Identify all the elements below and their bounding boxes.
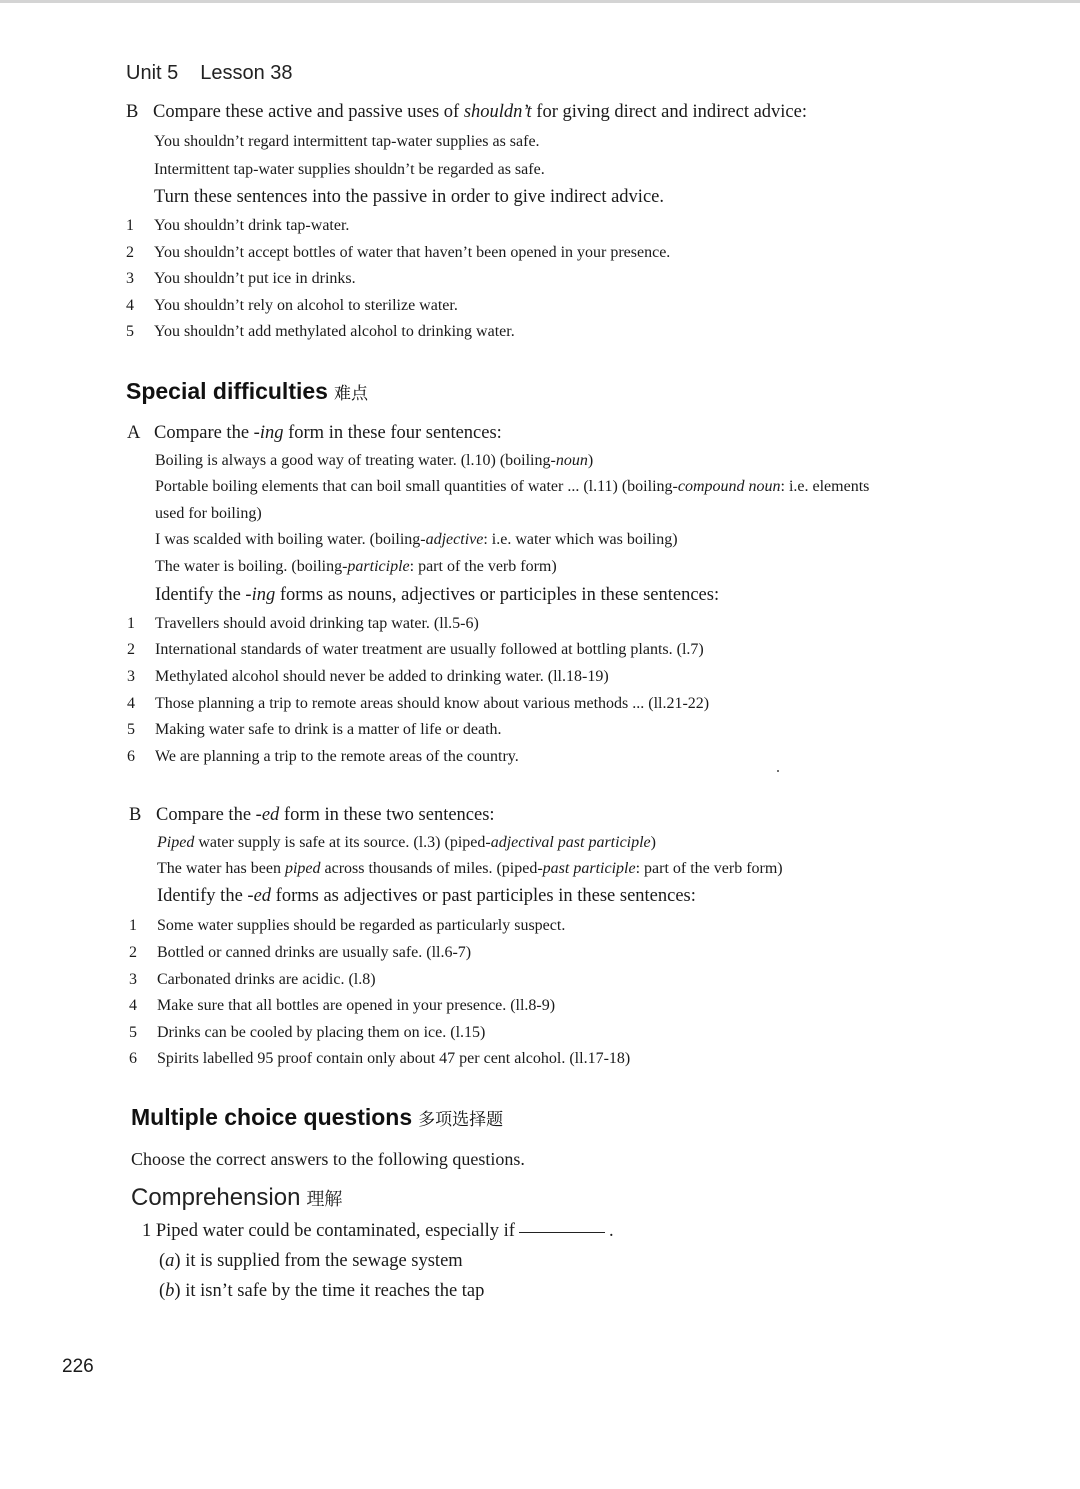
- item-number: 2: [129, 944, 137, 961]
- answer-blank: [519, 1231, 605, 1233]
- exercise-item: Travellers should avoid drinking tap water. (ll.5-6): [155, 615, 479, 632]
- unit-label: Unit 5: [126, 62, 179, 84]
- item-number: 4: [127, 695, 135, 712]
- exercise-instruction: Turn these sentences into the passive in order to give indirect advice.: [154, 187, 664, 207]
- item-number: 5: [127, 721, 135, 738]
- item-number: 2: [126, 244, 134, 261]
- page-number: 226: [62, 1356, 94, 1377]
- example-sentence: Boiling is always a good way of treating water. (l.10) (boiling-noun): [155, 452, 594, 469]
- section-intro: Compare the -ing form in these four sentences:: [154, 423, 502, 443]
- item-number: 2: [127, 641, 135, 658]
- item-number: 3: [127, 668, 135, 685]
- exercise-item: International standards of water treatment are usually followed at bottling plants. (l.7): [155, 641, 704, 658]
- example-sentence: You shouldn’t regard intermittent tap-water supplies as safe.: [154, 133, 540, 150]
- exercise-item: Bottled or canned drinks are usually safe. (ll.6-7): [157, 944, 472, 961]
- exercise-item: You shouldn’t put ice in drinks.: [154, 270, 356, 287]
- section-letter: B: [129, 805, 142, 825]
- section-intro: Compare the -ed form in these two sentences:: [156, 805, 495, 825]
- item-number: 5: [129, 1024, 137, 1041]
- exercise-item: Spirits labelled 95 proof contain only about 47 per cent alcohol. (ll.17-18): [157, 1050, 631, 1067]
- item-number: 4: [129, 997, 137, 1014]
- item-number: 3: [126, 270, 134, 287]
- example-sentence: I was scalded with boiling water. (boiling-adjective: i.e. water which was boiling): [155, 531, 678, 548]
- section-heading: Special difficulties 难点: [126, 378, 368, 404]
- section-heading: Multiple choice questions 多项选择题: [131, 1104, 504, 1130]
- example-sentence: Intermittent tap-water supplies shouldn’t be regarded as safe.: [154, 161, 545, 178]
- scan-speck: [777, 770, 779, 772]
- question-number: 1: [142, 1221, 152, 1241]
- item-number: 3: [129, 971, 137, 988]
- exercise-item: Drinks can be cooled by placing them on ice. (l.15): [157, 1024, 486, 1041]
- exercise-item: You shouldn’t rely on alcohol to sterilize water.: [154, 297, 458, 314]
- example-sentence: Piped water supply is safe at its source. (l.3) (piped-adjectival past participle): [157, 834, 656, 851]
- exercise-instruction: Identify the -ing forms as nouns, adjectives or participles in these sentences:: [155, 585, 720, 605]
- example-sentence: The water has been piped across thousands of miles. (piped-past participle: part of the verb form): [157, 860, 783, 877]
- top-border: [0, 0, 1080, 3]
- item-number: 1: [126, 217, 134, 234]
- running-header: [126, 62, 315, 85]
- item-number: 6: [127, 748, 135, 765]
- item-number: 5: [126, 323, 134, 340]
- exercise-item: Methylated alcohol should never be added to drinking water. (ll.18-19): [155, 668, 609, 685]
- option-b: (b) it isn’t safe by the time it reaches the tap: [159, 1281, 485, 1301]
- section-letter: A: [127, 423, 141, 443]
- section-intro: Compare these active and passive uses of shouldn’t for giving direct and indirect advice:: [153, 102, 807, 122]
- example-sentence: Portable boiling elements that can boil small quantities of water ... (l.11) (boiling-compound noun: i.e. elements: [155, 478, 870, 495]
- exercise-item: Those planning a trip to remote areas should know about various methods ... (ll.21-22): [155, 695, 710, 712]
- exercise-item: You shouldn’t add methylated alcohol to drinking water.: [154, 323, 515, 340]
- exercise-item: You shouldn’t accept bottles of water that haven’t been opened in your presence.: [154, 244, 671, 261]
- exercise-item: Some water supplies should be regarded as particularly suspect.: [157, 917, 566, 934]
- question-1: 1 Piped water could be contaminated, especially if .: [142, 1221, 614, 1241]
- item-number: 1: [129, 917, 137, 934]
- item-number: 1: [127, 615, 135, 632]
- exercise-item: We are planning a trip to the remote areas of the country.: [155, 748, 519, 765]
- exercise-item: You shouldn’t drink tap-water.: [154, 217, 350, 234]
- item-number: 4: [126, 297, 134, 314]
- subsection-heading: Comprehension 理解: [131, 1184, 343, 1211]
- exercise-instruction: Identify the -ed forms as adjectives or past participles in these sentences:: [157, 886, 696, 906]
- section-letter: B: [126, 102, 139, 122]
- example-sentence-continued: used for boiling): [155, 505, 262, 522]
- mcq-instruction: Choose the correct answers to the following questions.: [131, 1149, 525, 1169]
- exercise-item: Carbonated drinks are acidic. (l.8): [157, 971, 376, 988]
- lesson-label: Lesson 38: [200, 62, 293, 84]
- item-number: 6: [129, 1050, 137, 1067]
- option-a: (a) it is supplied from the sewage system: [159, 1251, 463, 1271]
- exercise-item: Making water safe to drink is a matter of life or death.: [155, 721, 502, 738]
- example-sentence: The water is boiling. (boiling-participle: part of the verb form): [155, 558, 557, 575]
- exercise-item: Make sure that all bottles are opened in your presence. (ll.8-9): [157, 997, 556, 1014]
